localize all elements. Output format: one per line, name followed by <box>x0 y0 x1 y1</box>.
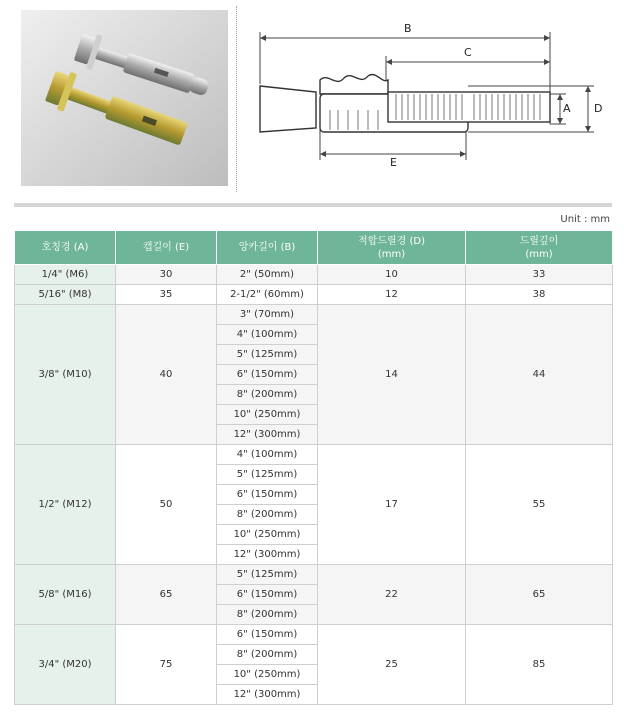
cell-anchor-length: 12" (300mm) <box>217 545 318 565</box>
cell-anchor-length: 4" (100mm) <box>217 325 318 345</box>
cell-drill-diameter: 12 <box>318 285 466 305</box>
spec-table <box>14 230 613 705</box>
cell-cap-length: 50 <box>116 445 217 565</box>
unit-label: Unit : mm <box>560 214 610 225</box>
cell-cap-length: 40 <box>116 305 217 445</box>
cell-anchor-length: 5" (125mm) <box>217 465 318 485</box>
cell-anchor-length: 10" (250mm) <box>217 665 318 685</box>
dim-label-e: E <box>390 156 397 169</box>
header-anchor-length: 앙카길이 (B) <box>217 231 318 265</box>
cell-anchor-length: 2-1/2" (60mm) <box>217 285 318 305</box>
header-cap-length: 캡길이 (E) <box>116 231 217 265</box>
cell-drill-depth: 85 <box>466 625 613 705</box>
cell-anchor-length: 3" (70mm) <box>217 305 318 325</box>
cell-anchor-length: 5" (125mm) <box>217 345 318 365</box>
table-row <box>15 305 613 325</box>
dim-label-a: A <box>563 102 571 115</box>
cell-anchor-length: 6" (150mm) <box>217 585 318 605</box>
cell-drill-depth: 38 <box>466 285 613 305</box>
anchor-bolt-photo <box>21 10 228 186</box>
product-photo <box>21 10 228 186</box>
cell-nominal-size: 1/4" (M6) <box>15 265 116 285</box>
cell-anchor-length: 10" (250mm) <box>217 405 318 425</box>
cell-drill-diameter: 14 <box>318 305 466 445</box>
cell-nominal-size: 3/4" (M20) <box>15 625 116 705</box>
cell-cap-length: 75 <box>116 625 217 705</box>
table-row <box>15 565 613 585</box>
cell-drill-depth: 44 <box>466 305 613 445</box>
cell-drill-diameter: 17 <box>318 445 466 565</box>
cell-anchor-length: 4" (100mm) <box>217 445 318 465</box>
cell-anchor-length: 6" (150mm) <box>217 625 318 645</box>
header-nominal-size: 호칭경 (A) <box>15 231 116 265</box>
dim-label-d: D <box>594 102 603 115</box>
table-row <box>15 285 613 305</box>
table-row <box>15 265 613 285</box>
cell-nominal-size: 5/16" (M8) <box>15 285 116 305</box>
header-drill-depth: 드릴깊이 (mm) <box>466 231 613 265</box>
dimension-diagram <box>248 14 618 184</box>
header-drill-diameter: 적합드릴경 (D) (mm) <box>318 231 466 265</box>
cell-anchor-length: 6" (150mm) <box>217 365 318 385</box>
cell-anchor-length: 12" (300mm) <box>217 685 318 705</box>
cell-drill-depth: 55 <box>466 445 613 565</box>
dim-label-c: C <box>464 46 472 59</box>
cell-cap-length: 30 <box>116 265 217 285</box>
spec-table-header-row <box>15 231 613 265</box>
cell-anchor-length: 6" (150mm) <box>217 485 318 505</box>
cell-nominal-size: 3/8" (M10) <box>15 305 116 445</box>
cell-anchor-length: 2" (50mm) <box>217 265 318 285</box>
cell-anchor-length: 5" (125mm) <box>217 565 318 585</box>
table-row <box>15 445 613 465</box>
cell-cap-length: 65 <box>116 565 217 625</box>
cell-cap-length: 35 <box>116 285 217 305</box>
cell-drill-diameter: 25 <box>318 625 466 705</box>
cell-anchor-length: 8" (200mm) <box>217 605 318 625</box>
cell-anchor-length: 8" (200mm) <box>217 505 318 525</box>
header-divider <box>236 6 237 192</box>
cell-drill-depth: 33 <box>466 265 613 285</box>
cell-anchor-length: 12" (300mm) <box>217 425 318 445</box>
cell-anchor-length: 8" (200mm) <box>217 385 318 405</box>
dim-label-b: B <box>404 22 412 35</box>
cell-drill-depth: 65 <box>466 565 613 625</box>
section-divider <box>14 203 612 207</box>
table-row <box>15 625 613 645</box>
cell-nominal-size: 1/2" (M12) <box>15 445 116 565</box>
anchor-dimension-drawing <box>248 14 618 184</box>
cell-drill-diameter: 22 <box>318 565 466 625</box>
cell-nominal-size: 5/8" (M16) <box>15 565 116 625</box>
cell-anchor-length: 10" (250mm) <box>217 525 318 545</box>
cell-anchor-length: 8" (200mm) <box>217 645 318 665</box>
product-header <box>0 0 624 196</box>
cell-drill-diameter: 10 <box>318 265 466 285</box>
spec-table-body <box>15 265 613 705</box>
